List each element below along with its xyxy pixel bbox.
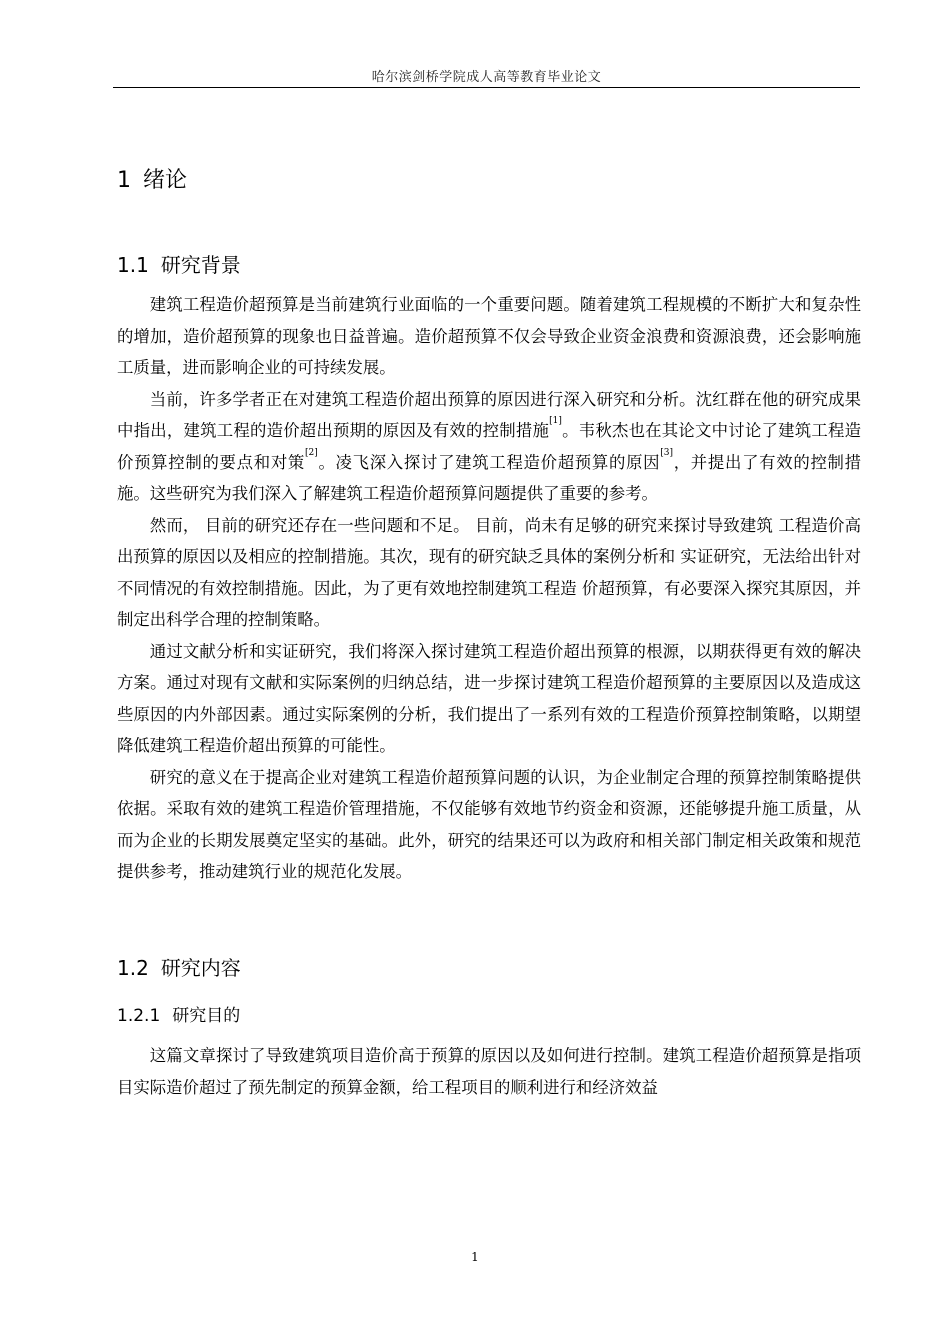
paragraph-6: 这篇文章探讨了导致建筑项目造价高于预算的原因以及如何进行控制。建筑工程造价超预算是指项目实际造价超过了预先制定的预算金额，给工程项目的顺利进行和经济效益 xyxy=(117,1046,861,1097)
chapter-heading xyxy=(117,163,187,194)
section-heading-1-2 xyxy=(117,952,241,981)
section-heading-1-1 xyxy=(117,249,241,278)
paragraph-4: 通过文献分析和实证研究，我们将深入探讨建筑工程造价超出预算的根源，以期获得更有效的解决方案。通过对现有文献和实际案例的归纳总结，进一步探讨建筑工程造价超预算的主要原因以及造成这些原因的内外部因素。通过实际案例的分析，我们提出了一系列有效的工程造价预算控制策略，以期望降低建筑工程造价超出预算的可能性。 xyxy=(117,641,861,755)
chapter-title: 绪论 xyxy=(143,168,188,193)
citation-2: [2] xyxy=(305,447,318,458)
section-number: 1.2 xyxy=(117,956,149,980)
subsection-number: 1.2.1 xyxy=(117,1006,161,1026)
paragraph-2-part-d: ，并提出了有效的控制措施。这些研究为我们深入了解建筑工程造价超预算问题提供了重要的参考。 xyxy=(117,452,862,503)
chapter-number: 1 xyxy=(117,168,131,193)
citation-1: [1] xyxy=(549,416,562,426)
paragraph-1: 建筑工程造价超预算是当前建筑行业面临的一个重要问题。随着建筑工程规模的不断扩大和复杂性的增加，造价超预算的现象也日益普遍。造价超预算不仅会导致企业资金浪费和资源浪费，还会影响施工质量，进而影响企业的可持续发展。 xyxy=(117,295,861,377)
page-number: 1 xyxy=(471,1250,479,1264)
paragraph-2-part-a: 当前，许多学者正在对建筑工程造价超出预算的原因进行深入研究和分析。沈红群在他的研究成果中指出，建筑工程的造价超出预期的原因及有效的控制措施 xyxy=(117,389,861,440)
subsection-heading-1-2-1 xyxy=(117,1001,240,1026)
paragraph-2-part-b: 。韦秋杰也在其论文中讨论了建筑工程造价预算控制的要点和对策 xyxy=(117,421,862,472)
section-title: 研究内容 xyxy=(160,956,241,980)
page-header-title: 哈尔滨剑桥学院成人高等教育毕业论文 xyxy=(371,70,602,85)
citation-3: [3] xyxy=(660,447,674,458)
purpose-body xyxy=(117,1040,861,1103)
section-title: 研究背景 xyxy=(160,253,241,277)
background-body xyxy=(117,289,861,888)
header-divider xyxy=(113,87,860,88)
paragraph-5: 研究的意义在于提高企业对建筑工程造价超预算问题的认识，为企业制定合理的预算控制策略提供依据。采取有效的建筑工程造价管理措施，不仅能够有效地节约资金和资源，还能够提升施工质量，从而为企业的长期发展奠定坚实的基础。此外，研究的结果还可以为政府和相关部门制定相关政策和规范提供参考，推动建筑行业的规范化发展。 xyxy=(117,767,861,881)
paragraph-3: 然而， 目前的研究还存在一些问题和不足。 目前，尚未有足够的研究来探讨导致建筑 工程造价高出预算的原因以及相应的控制措施。其次，现有的研究缺乏具体的案例分析和 实证研究，无法给出针对不同情况的有效控制措施。因此，为了更有效地控制建筑工程造 价超预算，有必要深入探究其原因，并制定出科学合理的控制策略。 xyxy=(117,515,861,629)
paragraph-2-part-c: 。凌飞深入探讨了建筑工程造价超预算的原因 xyxy=(317,452,661,472)
subsection-title: 研究目的 xyxy=(172,1006,241,1026)
paragraph-2 xyxy=(117,384,861,510)
section-number: 1.1 xyxy=(117,253,149,277)
